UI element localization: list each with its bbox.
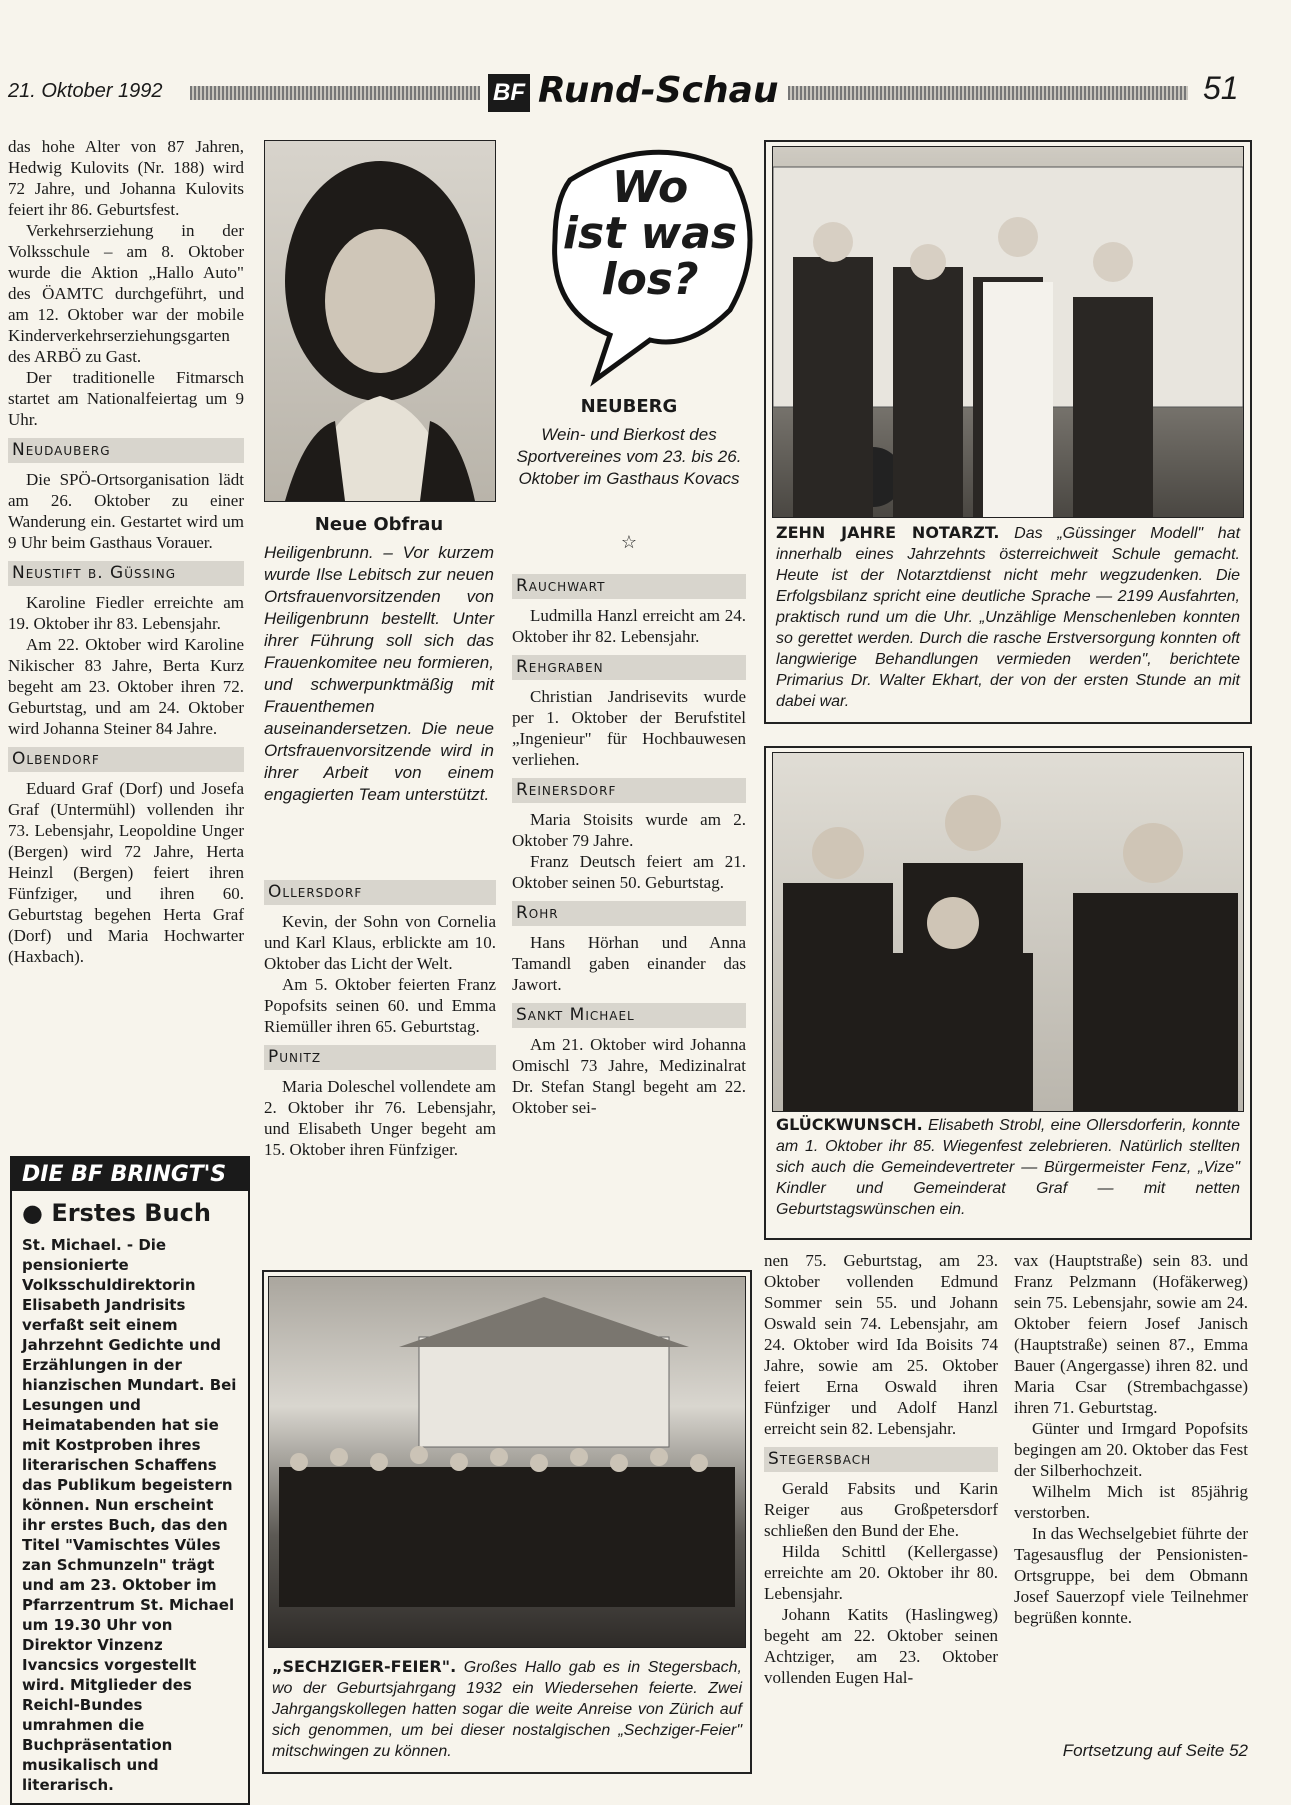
ollersdorf-text-1: Kevin, der Sohn von Cornelia und Karl Klaus, erblickte am 10. Oktober das Licht der Welt. <box>264 912 496 973</box>
stegersbach-text-3: Johann Katits (Haslingweg) begeht am 22. Oktober seinen Achtziger, am 23. Oktober vollenden Eugen Hal- <box>764 1605 998 1687</box>
issue-date: 21. Oktober 1992 <box>8 80 163 102</box>
column-4 <box>764 1250 998 1688</box>
column-1 <box>8 136 244 967</box>
header-rule-right <box>788 86 1188 100</box>
page-number: 51 <box>1203 70 1239 106</box>
glueckwunsch-box <box>764 746 1252 1240</box>
sechziger-caption <box>272 1656 742 1762</box>
star-icon: ☆ <box>620 532 638 552</box>
sechziger-text: Großes Hallo gab es in Stegersbach, wo der Geburtsjahrgang 1932 ein Wiedersehen feierte. Zwei Jahrgangskollegen hatten sogar die weite Anreise von Zürich auf sich genommen, um bei dieser nostalgischen „Sechziger-Feier" mitschwingen zu können. <box>272 1659 742 1760</box>
reinersdorf-text-1: Maria Stoisits wurde am 2. Oktober 79 Jahre. <box>512 810 746 850</box>
heading-sankt-michael: Sankt Michael <box>512 1003 746 1028</box>
bubble-line-2: ist was <box>562 208 738 259</box>
punitz-text: Maria Doleschel vollendete am 2. Oktober ihr 76. Lebensjahr, und Elisabeth Unger begeht am 15. Oktober ihren Fünfziger. <box>264 1077 496 1159</box>
heading-olbendorf: Olbendorf <box>8 747 244 772</box>
heading-neustift: Neustift b. Güssing <box>8 561 244 586</box>
group-photo <box>268 1276 746 1648</box>
sankt-michael-text: Am 21. Oktober wird Johanna Omischl 73 Jahre, Medizinalrat Dr. Stefan Stangl begeht am 22. Oktober sei- <box>512 1035 746 1117</box>
neustift-text-2: Am 22. Oktober wird Karoline Nikischer 83 Jahre, Berta Kurz begeht am 23. Oktober ihren 72. Geburtstag, und am 24. Oktober wird Johanna Steiner 84 Jahre. <box>8 635 244 738</box>
box-title: Erstes Buch <box>51 1199 211 1227</box>
bubble-text <box>560 162 740 305</box>
intro-paragraph-1: das hohe Alter von 87 Jahren, Hedwig Kulovits (Nr. 188) wird 72 Jahre, und Johanna Kulovits feiert ihr 86. Geburtsfest. <box>8 137 244 219</box>
heading-rauchwart: Rauchwart <box>512 574 746 599</box>
glueckwunsch-text: Elisabeth Strobl, eine Ollersdorferin, konnte am 1. Oktober ihr 85. Wiegenfest zelebrieren. Natürlich stellten sich auch die Gemeindevertreter — Bürgermeister Fenz, „Vize" Kindler und Gemeinderat Graf — mit netten Geburtstagswünschen ein. <box>776 1117 1241 1218</box>
continued-on-page: Fortsetzung auf Seite 52 <box>1062 1741 1248 1760</box>
neustift-text-1: Karoline Fiedler erreichte am 19. Oktober ihr 83. Lebensjahr. <box>8 593 244 633</box>
neudauberg-text: Die SPÖ-Ortsorganisation lädt am 26. Oktober zu einer Wanderung ein. Gestartet wird um 9 Uhr beim Gasthaus Vorauer. <box>8 470 244 552</box>
portrait-illustration <box>265 141 495 501</box>
header-rule-left <box>190 86 480 100</box>
rehgraben-text: Christian Jandrisevits wurde per 1. Oktober der Berufstitel „Ingenieur" für Hochbauwesen verliehen. <box>512 687 746 769</box>
reinersdorf-text-2: Franz Deutsch feiert am 21. Oktober seinen 50. Geburtstag. <box>512 852 746 892</box>
heading-punitz: Punitz <box>264 1045 496 1070</box>
continued-text: nen 75. Geburtstag, am 23. Oktober vollenden Edmund Sommer sein 55. und Johann Oswald sein 74. Lebensjahr, am 24. Oktober wird Ida Boisits 74 Jahre, sowie am 25. Oktober feiert Erna Oswald ihren Fünfziger und Adolf Hanzl erreicht sein 82. Lebensjahr. <box>764 1251 998 1438</box>
birthday-illustration <box>773 753 1243 1111</box>
col5-text-4: In das Wechselgebiet führte der Tagesausflug der Pensionisten-Ortsgruppe, bei dem Obmann Josef Sauerzopf viele Teilnehmer begrüßen konnte. <box>1014 1524 1248 1627</box>
olbendorf-text: Eduard Graf (Dorf) und Josefa Graf (Untermühl) vollenden ihr 73. Lebensjahr, Leopoldine Unger (Bergen) wird 72 Jahre, Herta Heinzl (Bergen) feiert ihren Fünfziger, und ihren 60. Geburtstag begehen Herta Graf (Dorf) und Maria Hochwarter (Haxbach). <box>8 779 244 966</box>
column-2 <box>264 872 496 1160</box>
notarzt-title: ZEHN JAHRE NOTARZT. <box>776 523 1000 542</box>
portrait-photo <box>264 140 496 502</box>
ollersdorf-text-2: Am 5. Oktober feierten Franz Popofsits seinen 60. und Emma Riemüller ihren 65. Geburtstag. <box>264 975 496 1036</box>
heading-reinersdorf: Reinersdorf <box>512 778 746 803</box>
notarzt-box <box>764 140 1252 724</box>
photo-title: Neue Obfrau <box>314 514 444 535</box>
rauchwart-text: Ludmilla Hanzl erreicht am 24. Oktober ihr 82. Lebensjahr. <box>512 606 746 646</box>
column-5 <box>1014 1250 1248 1628</box>
heading-neudauberg: Neudauberg <box>8 438 244 463</box>
bullet-icon: ● <box>22 1199 43 1227</box>
sechziger-title: „SECHZIGER-FEIER". <box>272 1657 457 1676</box>
intro-paragraph-3: Der traditionelle Fitmarsch startet am Nationalfeiertag um 9 Uhr. <box>8 368 244 429</box>
col5-text-2: Günter und Irmgard Popofsits begingen am 20. Oktober das Fest der Silberhochzeit. <box>1014 1419 1248 1480</box>
notarzt-text: Das „Güssinger Modell" hat innerhalb eines Jahrzehnts österreichweit Schule gemacht. Heute ist der Notarztdienst nicht mehr wegzudenken. Die Erfolgsbilanz spricht eine deutliche Sprache — 2199 Ausfahrten, praktisch rund um die Uhr. „Unzählige Menschenleben konnten so gerettet werden. Durch die rasche Erstversorgung konnten oft langwierige Behandlungen vermieden werden", berichtete Primarius Dr. Walter Ekhart, der von der ersten Stunde an mit dabei war. <box>776 525 1241 710</box>
sechziger-box <box>262 1270 752 1774</box>
glueckwunsch-caption <box>776 1114 1240 1220</box>
bubble-line-3: los? <box>601 254 699 305</box>
box-header: DIE BF BRINGT'S <box>12 1158 248 1191</box>
col5-text-3: Wilhelm Mich ist 85jährig verstorben. <box>1014 1482 1248 1522</box>
section-title: Rund-Schau <box>538 70 779 111</box>
bf-bringts-box <box>10 1156 250 1805</box>
heading-ollersdorf: Ollersdorf <box>264 880 496 905</box>
heading-rohr: Rohr <box>512 901 746 926</box>
neuberg-text: Wein- und Bierkost des Sportvereines vom 23. bis 26. Oktober im Gasthaus Kovacs <box>516 425 742 488</box>
rohr-text: Hans Hörhan und Anna Tamandl gaben einander das Jawort. <box>512 933 746 994</box>
heading-stegersbach: Stegersbach <box>764 1447 998 1472</box>
bf-logo: BF <box>488 74 530 112</box>
heading-rehgraben: Rehgraben <box>512 655 746 680</box>
ambulance-illustration <box>773 147 1243 517</box>
box-body: St. Michael. - Die pensionierte Volksschuldirektorin Elisabeth Jandrisits verfaßt seit einem Jahrzehnt Gedichte und Erzählungen in der hianzischen Mundart. Bei Lesungen und Heimatabenden hat sie mit Kostproben ihres literarischen Schaffens das Publikum begeistern können. Nun erscheint ihr erstes Buch, das den Titel "Vamischtes Vüles zan Schmunzeln" trägt und am 23. Oktober im Pfarrzentrum St. Michael um 19.30 Uhr von Direktor Vinzenz Ivancsics vorgestellt wird. Mitglieder des Reichl-Bundes umrahmen die Buchpräsentation musikalisch und literarisch. <box>22 1236 237 1794</box>
heading-neuberg: NEUBERG <box>580 396 678 417</box>
box-title-row <box>22 1199 238 1227</box>
group-illustration <box>269 1277 745 1647</box>
stegersbach-text-1: Gerald Fabsits und Karin Reiger aus Großpetersdorf schließen den Bund der Ehe. <box>764 1479 998 1540</box>
bubble-line-1: Wo <box>611 162 689 213</box>
intro-paragraph-2: Verkehrserziehung in der Volksschule – am 8. Oktober wurde die Aktion „Hallo Auto" des ÖAMTC durchgeführt, und am 12. Oktober war der mobile Kinderverkehrserziehungsgarten des ARBÖ zu Gast. <box>8 221 244 366</box>
birthday-photo <box>772 752 1244 1112</box>
notarzt-caption <box>776 522 1240 712</box>
stegersbach-text-2: Hilda Schittl (Kellergasse) erreichte am 20. Oktober ihr 80. Lebensjahr. <box>764 1542 998 1603</box>
portrait-caption: Heiligenbrunn. – Vor kurzem wurde Ilse Lebitsch zur neuen Ortsfrauenvorsitzenden von Heiligenbrunn bestellt. Unter ihrer Führung soll sich das Frauenkomitee neu formieren, und schwerpunktmäßig mit Frauenthemen auseinandersetzen. Die neue Ortsfrauenvorsitzende wird in ihrer Arbeit von einem engagierten Team unterstützt. <box>264 543 494 804</box>
col5-text-1: vax (Hauptstraße) sein 83. und Franz Pelzmann (Hofäkerweg) sein 75. Lebensjahr, sowie am 24. Oktober feiern Josef Janisch (Hauptstraße) seinen 87., Emma Bauer (Angergasse) ihren 82. und Maria Csar (Strembachgasse) ihren 71. Geburtstag. <box>1014 1251 1248 1417</box>
glueckwunsch-title: GLÜCKWUNSCH. <box>776 1115 923 1134</box>
column-3 <box>512 566 746 1118</box>
ambulance-photo <box>772 146 1244 518</box>
